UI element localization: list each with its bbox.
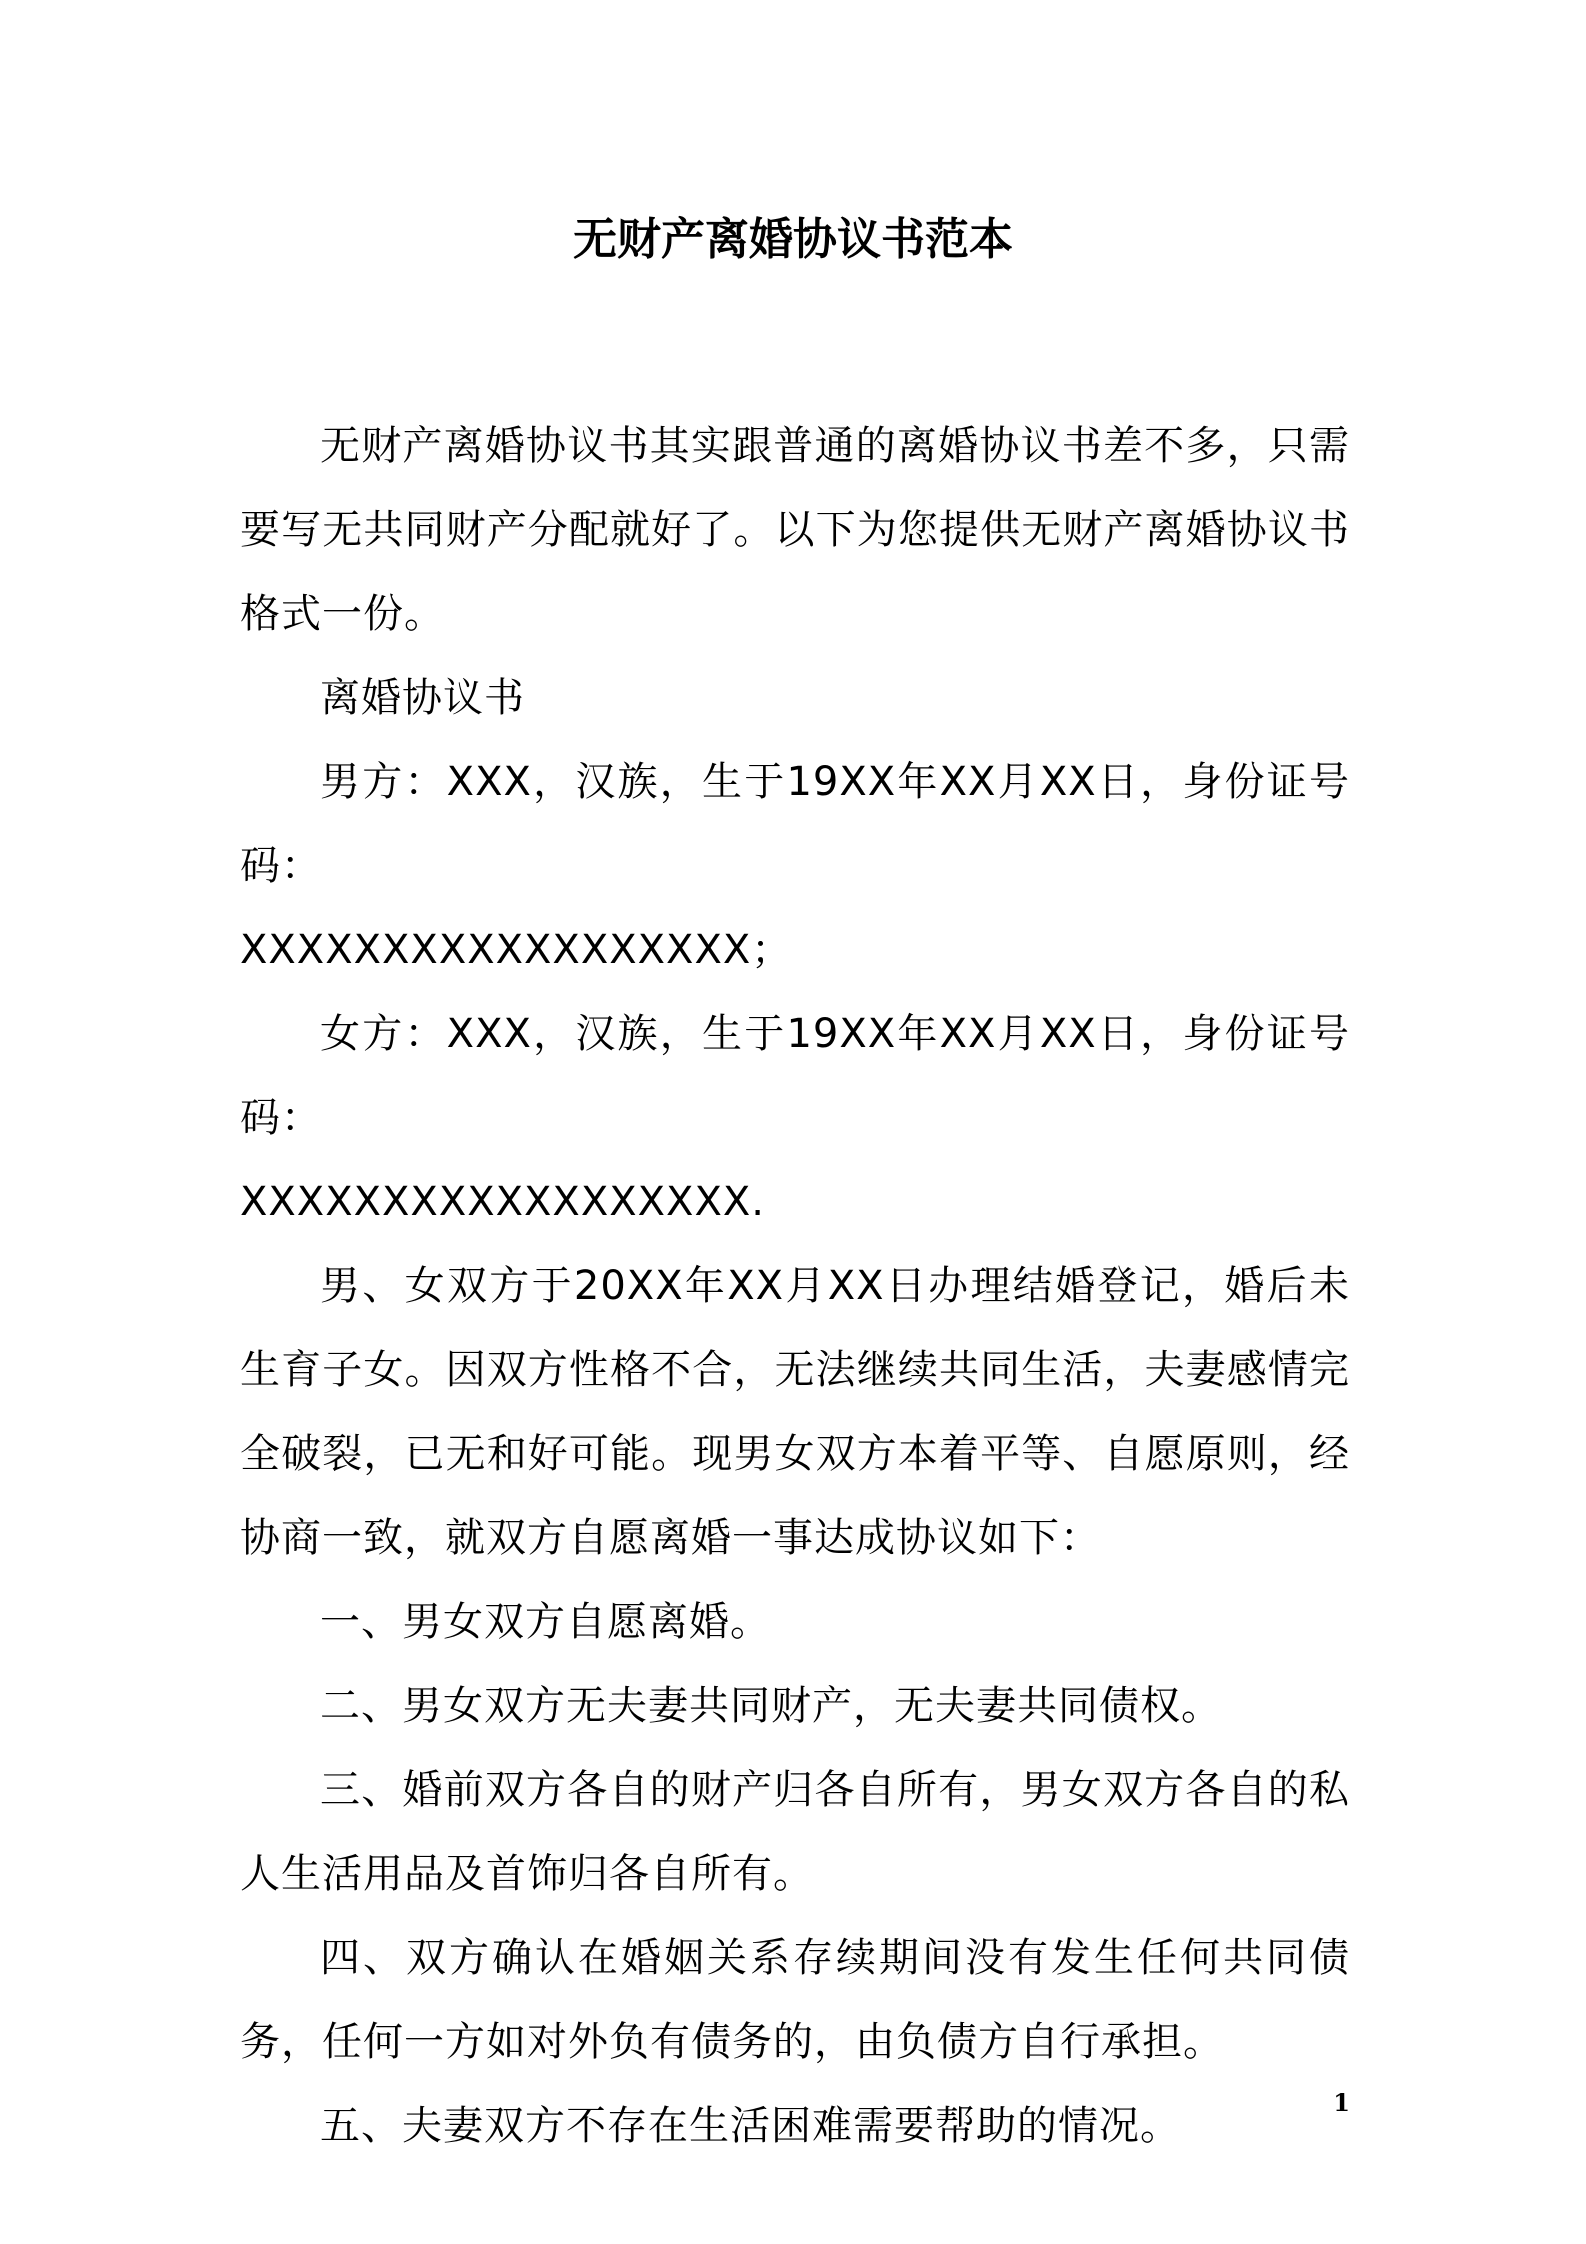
- clause-2: 二、男女双方无夫妻共同财产，无夫妻共同债权。: [320, 1683, 1222, 1729]
- male-id-number: XXXXXXXXXXXXXXXXXX；: [240, 927, 793, 973]
- clause-1: 一、男女双方自愿离婚。: [320, 1599, 771, 1645]
- female-party-line: 女方：XXX，汉族，生于19XX年XX月XX日，身份证号码：: [240, 1011, 1350, 1141]
- clause-5: 五、夫妻双方不存在生活困难需要帮助的情况。: [320, 2103, 1181, 2149]
- male-party-line: 男方：XXX，汉族，生于19XX年XX月XX日，身份证号码：: [240, 759, 1350, 889]
- document-title: 无财产离婚协议书范本: [573, 214, 1013, 265]
- clause-3: 三、婚前双方各自的财产归各自所有，男女双方各自的私人生活用品及首饰归各自所有。: [240, 1767, 1350, 1897]
- page-number: 1: [1333, 2088, 1350, 2117]
- intro-paragraph: 无财产离婚协议书其实跟普通的离婚协议书差不多，只需要写无共同财产分配就好了。以下为您提供无财产离婚协议书格式一份。: [240, 423, 1350, 637]
- agreement-heading: 离婚协议书: [320, 675, 525, 721]
- background-paragraph: 男、女双方于20XX年XX月XX日办理结婚登记，婚后未生育子女。因双方性格不合，无法继续共同生活，夫妻感情完全破裂，已无和好可能。现男女双方本着平等、自愿原则，经协商一致，就双方自愿离婚一事达成协议如下：: [240, 1263, 1350, 1561]
- clause-4: 四、双方确认在婚姻关系存续期间没有发生任何共同债务，任何一方如对外负有债务的，由负债方自行承担。: [240, 1935, 1350, 2065]
- female-id-number: XXXXXXXXXXXXXXXXXX.: [240, 1179, 765, 1225]
- document-body: [240, 404, 1350, 2168]
